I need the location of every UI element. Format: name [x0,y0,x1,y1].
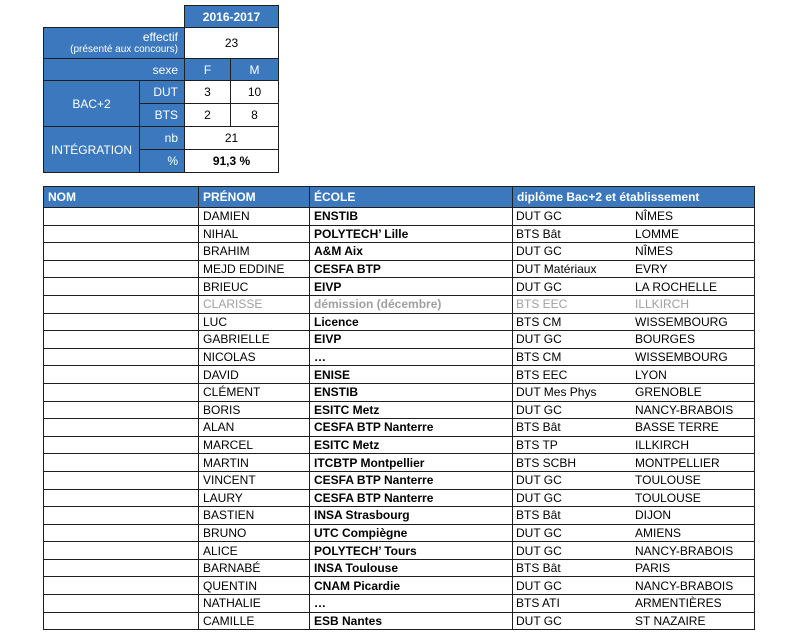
cell-ecole: démission (décembre) [310,295,513,313]
year-header: 2016-2017 [185,6,279,28]
cell-prenom: ALICE [199,542,310,560]
bts-label: BTS [140,104,185,127]
cell-nom [44,471,199,489]
cell-ecole: ESITC Metz [310,401,513,419]
cell-diplome [513,225,755,243]
diplome-lieu: EVRY [635,262,668,277]
cell-nom [44,366,199,384]
cell-diplome [513,489,755,507]
bts-f-value: 2 [185,104,231,127]
cell-prenom: NATHALIE [199,595,310,613]
bts-m-value: 8 [231,104,279,127]
cell-nom [44,595,199,613]
table-row [44,243,755,261]
cell-diplome [513,260,755,278]
diplome-lieu: ARMENTIÈRES [635,596,722,611]
diplome-name: DUT GC [516,525,562,540]
table-row [44,436,755,454]
diplome-name: BTS CM [516,314,562,329]
cell-ecole: Licence [310,313,513,331]
cell-diplome [513,383,755,401]
diplome-lieu: WISSEMBOURG [635,350,728,365]
cell-nom [44,260,199,278]
cell-ecole: UTC Compiègne [310,524,513,542]
diplome-lieu: ILLKIRCH [635,297,690,312]
cell-ecole: ESITC Metz [310,436,513,454]
cell-diplome [513,419,755,437]
cell-prenom: BORIS [199,401,310,419]
cell-ecole: CESFA BTP Nanterre [310,471,513,489]
diplome-name: DUT GC [516,209,562,224]
diplome-name: BTS SCBH [516,455,577,470]
diplome-name: DUT GC [516,543,562,558]
cell-ecole: … [310,595,513,613]
dut-label: DUT [140,81,185,104]
diplome-lieu: NÎMES [635,209,674,224]
cell-prenom: CLARISSE [199,295,310,313]
cell-nom [44,559,199,577]
diplome-name: BTS Bât [516,561,561,576]
dut-f-value: 3 [185,81,231,104]
cell-nom [44,313,199,331]
diplome-name: DUT GC [516,490,562,505]
diplome-name: DUT GC [516,332,562,347]
cell-diplome [513,559,755,577]
diplome-name: DUT GC [516,578,562,593]
cell-nom [44,225,199,243]
diplome-lieu: WISSEMBOURG [635,314,728,329]
cell-diplome [513,577,755,595]
diplome-lieu: PARIS [635,561,671,576]
cell-diplome [513,612,755,630]
table-row [44,454,755,472]
table-row [44,366,755,384]
cell-prenom: CLÉMENT [199,383,310,401]
cell-diplome [513,348,755,366]
nb-label: nb [140,127,185,150]
diplome-lieu: LYON [635,367,667,382]
diplome-name: BTS EEC [516,367,568,382]
cell-nom [44,542,199,560]
cell-nom [44,208,199,226]
cell-prenom: ALAN [199,419,310,437]
cell-prenom: CAMILLE [199,612,310,630]
header-ecole: ÉCOLE [310,187,513,208]
diplome-name: BTS Bât [516,508,561,523]
cell-nom [44,295,199,313]
cell-ecole: EIVP [310,278,513,296]
cell-ecole: A&M Aix [310,243,513,261]
cell-ecole: ESB Nantes [310,612,513,630]
cell-nom [44,454,199,472]
cell-ecole: INSA Strasbourg [310,507,513,525]
diplome-name: BTS Bât [516,420,561,435]
cell-prenom: MARCEL [199,436,310,454]
cell-diplome [513,595,755,613]
table-row [44,260,755,278]
diplome-lieu: NANCY-BRABOIS [635,543,734,558]
cell-ecole: EIVP [310,331,513,349]
diplome-lieu: MONTPELLIER [635,455,720,470]
cell-prenom: MEJD EDDINE [199,260,310,278]
cell-nom [44,436,199,454]
sexe-label: sexe [44,59,185,81]
cell-ecole: POLYTECH’ Lille [310,225,513,243]
diplome-lieu: TOULOUSE [635,473,701,488]
cell-nom [44,612,199,630]
cell-nom [44,401,199,419]
diplome-lieu: BASSE TERRE [635,420,719,435]
table-row [44,542,755,560]
diplome-name: BTS TP [516,438,558,453]
diplome-name: DUT GC [516,402,562,417]
cell-prenom: LAURY [199,489,310,507]
students-table-body [44,208,755,630]
cell-nom [44,348,199,366]
header-prenom: PRÉNOM [199,187,310,208]
cell-prenom: GABRIELLE [199,331,310,349]
table-row [44,419,755,437]
integration-label: INTÉGRATION [44,127,140,173]
cell-prenom: BRAHIM [199,243,310,261]
table-row [44,295,755,313]
cell-diplome [513,278,755,296]
bac2-label: BAC+2 [44,81,140,127]
cell-ecole: CESFA BTP Nanterre [310,419,513,437]
diplome-name: DUT GC [516,613,562,628]
cell-diplome [513,454,755,472]
cell-ecole: ENSTIB [310,383,513,401]
diplome-name: DUT GC [516,279,562,294]
header-diplome: diplôme Bac+2 et établissement [513,187,755,208]
cell-prenom: DAVID [199,366,310,384]
summary-table [43,5,279,173]
cell-diplome [513,471,755,489]
header-nom: NOM [44,187,199,208]
cell-diplome [513,524,755,542]
diplome-name: DUT Matériaux [516,262,597,277]
table-row [44,208,755,226]
diplome-lieu: BOURGES [635,332,696,347]
cell-nom [44,419,199,437]
table-row [44,524,755,542]
cell-prenom: VINCENT [199,471,310,489]
students-table [43,186,755,630]
cell-prenom: BRUNO [199,524,310,542]
cell-diplome [513,542,755,560]
diplome-lieu: LA ROCHELLE [635,279,718,294]
sexe-f-header: F [185,59,231,81]
effectif-label-main: effectif [142,29,178,44]
cell-nom [44,577,199,595]
cell-nom [44,243,199,261]
pct-label: % [140,150,185,173]
cell-nom [44,524,199,542]
table-row [44,595,755,613]
table-row [44,383,755,401]
pct-value: 91,3 % [185,150,279,173]
table-row [44,471,755,489]
table-row [44,278,755,296]
diplome-lieu: ILLKIRCH [635,438,690,453]
diplome-name: DUT Mes Phys [516,385,597,400]
effectif-value: 23 [185,28,279,59]
cell-ecole: CNAM Picardie [310,577,513,595]
cell-diplome [513,208,755,226]
table-row [44,348,755,366]
cell-nom [44,331,199,349]
table-row [44,331,755,349]
cell-diplome [513,366,755,384]
cell-ecole: ENSTIB [310,208,513,226]
diplome-name: DUT GC [516,244,562,259]
diplome-name: BTS Bât [516,226,561,241]
diplome-lieu: NÎMES [635,244,674,259]
cell-nom [44,383,199,401]
table-row [44,507,755,525]
cell-prenom: BRIEUC [199,278,310,296]
diplome-name: BTS ATI [516,596,560,611]
effectif-label [44,28,185,59]
cell-diplome [513,401,755,419]
cell-diplome [513,295,755,313]
cell-ecole: INSA Toulouse [310,559,513,577]
table-row [44,559,755,577]
table-row [44,313,755,331]
diplome-lieu: LOMME [635,226,680,241]
nb-value: 21 [185,127,279,150]
diplome-lieu: TOULOUSE [635,490,701,505]
cell-nom [44,507,199,525]
cell-diplome [513,313,755,331]
cell-nom [44,278,199,296]
table-row [44,489,755,507]
diplome-name: BTS CM [516,350,562,365]
table-row [44,401,755,419]
cell-ecole: CESFA BTP [310,260,513,278]
cell-ecole: ITCBTP Montpellier [310,454,513,472]
diplome-name: BTS EEC [516,297,568,312]
dut-m-value: 10 [231,81,279,104]
table-row [44,225,755,243]
diplome-lieu: ST NAZAIRE [635,613,706,628]
sexe-m-header: M [231,59,279,81]
cell-prenom: BARNABÉ [199,559,310,577]
cell-diplome [513,243,755,261]
table-row [44,612,755,630]
diplome-name: DUT GC [516,473,562,488]
effectif-label-sub: (présenté aux concours) [70,43,178,55]
cell-ecole: ENISE [310,366,513,384]
cell-prenom: BASTIEN [199,507,310,525]
cell-prenom: MARTIN [199,454,310,472]
cell-prenom: DAMIEN [199,208,310,226]
cell-ecole: … [310,348,513,366]
cell-prenom: NIHAL [199,225,310,243]
diplome-lieu: AMIENS [635,525,682,540]
cell-diplome [513,507,755,525]
cell-diplome [513,331,755,349]
cell-ecole: POLYTECH’ Tours [310,542,513,560]
cell-prenom: NICOLAS [199,348,310,366]
diplome-lieu: GRENOBLE [635,385,702,400]
cell-nom [44,489,199,507]
table-row [44,577,755,595]
cell-prenom: QUENTIN [199,577,310,595]
cell-diplome [513,436,755,454]
cell-prenom: LUC [199,313,310,331]
diplome-lieu: NANCY-BRABOIS [635,402,734,417]
diplome-lieu: DIJON [635,508,671,523]
diplome-lieu: NANCY-BRABOIS [635,578,734,593]
cell-ecole: CESFA BTP Nanterre [310,489,513,507]
